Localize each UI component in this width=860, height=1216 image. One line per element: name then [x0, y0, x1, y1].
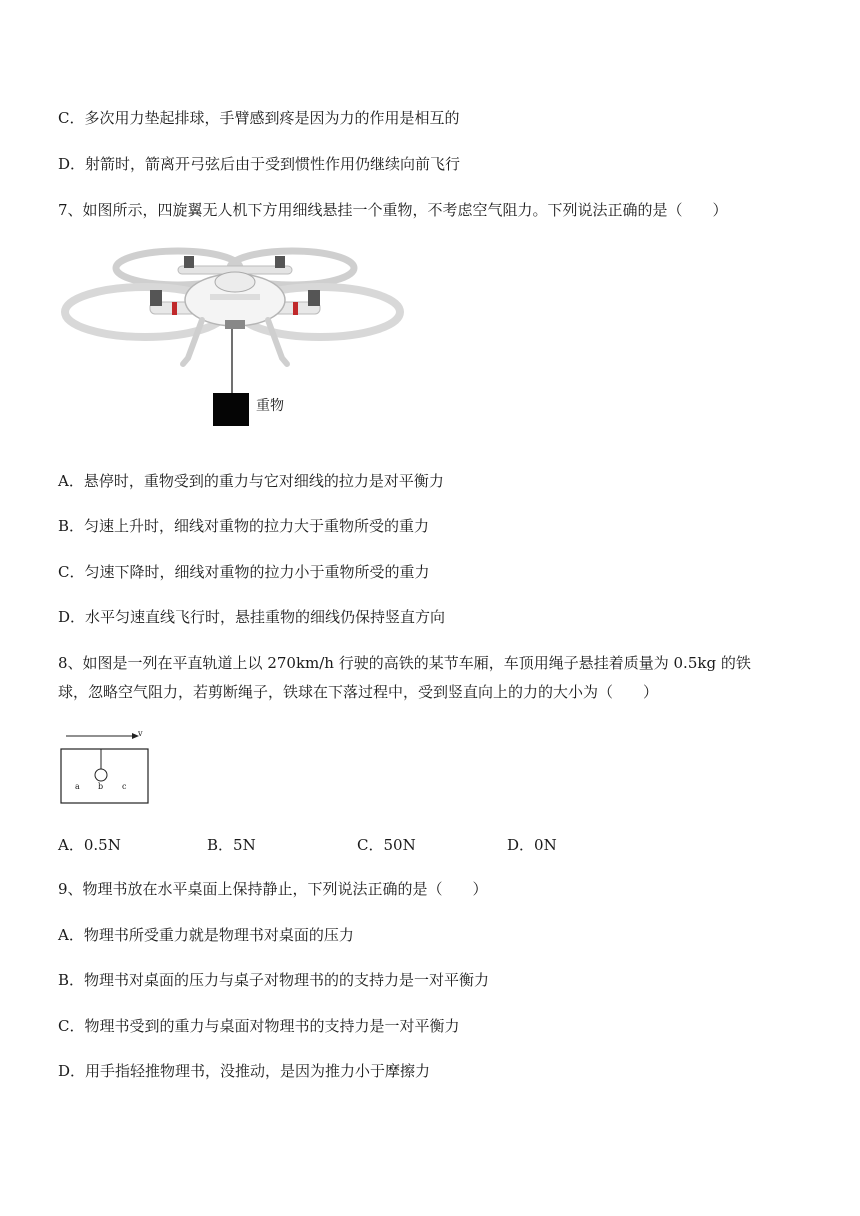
position-a-label: a [75, 782, 80, 791]
q9-option-c: C．物理书受到的重力与桌面对物理书的支持力是一对平衡力 [58, 1017, 460, 1035]
q8-option-c: C．50N [357, 836, 416, 854]
q8-option-d: D．0N [507, 836, 557, 854]
train-car-figure [60, 728, 156, 806]
q8-option-a: A．0.5N [58, 836, 121, 854]
drone-illustration [60, 240, 410, 430]
q9-stem: 9、物理书放在水平桌面上保持静止，下列说法正确的是（ ） [58, 880, 488, 898]
drone-figure [60, 240, 410, 430]
q9-option-a: A．物理书所受重力就是物理书对桌面的压力 [58, 926, 354, 944]
q7-option-b: B．匀速上升时，细线对重物的拉力大于重物所受的重力 [58, 517, 430, 535]
position-c-label: c [122, 782, 127, 791]
q9-option-b: B．物理书对桌面的压力与桌子对物理书的的支持力是一对平衡力 [58, 971, 490, 989]
q7-option-d: D．水平匀速直线飞行时，悬挂重物的细线仍保持竖直方向 [58, 608, 446, 626]
q9-option-d: D．用手指轻推物理书，没推动，是因为推力小于摩擦力 [58, 1062, 431, 1080]
q8-option-b: B．5N [207, 836, 256, 854]
train-car-diagram [60, 728, 156, 806]
q8-stem-line1: 8、如图是一列在平直轨道上以 270km/h 行驶的高铁的某节车厢，车顶用绳子悬挂着质量为 0.5kg 的铁 [58, 654, 751, 672]
velocity-label: v [138, 729, 143, 738]
position-b-label: b [98, 782, 104, 791]
weight-label: 重物 [256, 398, 284, 414]
q7-option-a: A．悬停时，重物受到的重力与它对细线的拉力是对平衡力 [58, 472, 444, 490]
q6-option-c: C．多次用力垫起排球，手臂感到疼是因为力的作用是相互的 [58, 109, 460, 127]
q7-option-c: C．匀速下降时，细线对重物的拉力小于重物所受的重力 [58, 563, 430, 581]
q6-option-d: D．射箭时，箭离开弓弦后由于受到惯性作用仍继续向前飞行 [58, 155, 461, 173]
q8-stem-line2: 球，忽略空气阻力，若剪断绳子，铁球在下落过程中，受到竖直向上的力的大小为（ ） [58, 683, 659, 701]
q7-stem: 7、如图所示，四旋翼无人机下方用细线悬挂一个重物，不考虑空气阻力。下列说法正确的是（ ） [58, 201, 728, 219]
